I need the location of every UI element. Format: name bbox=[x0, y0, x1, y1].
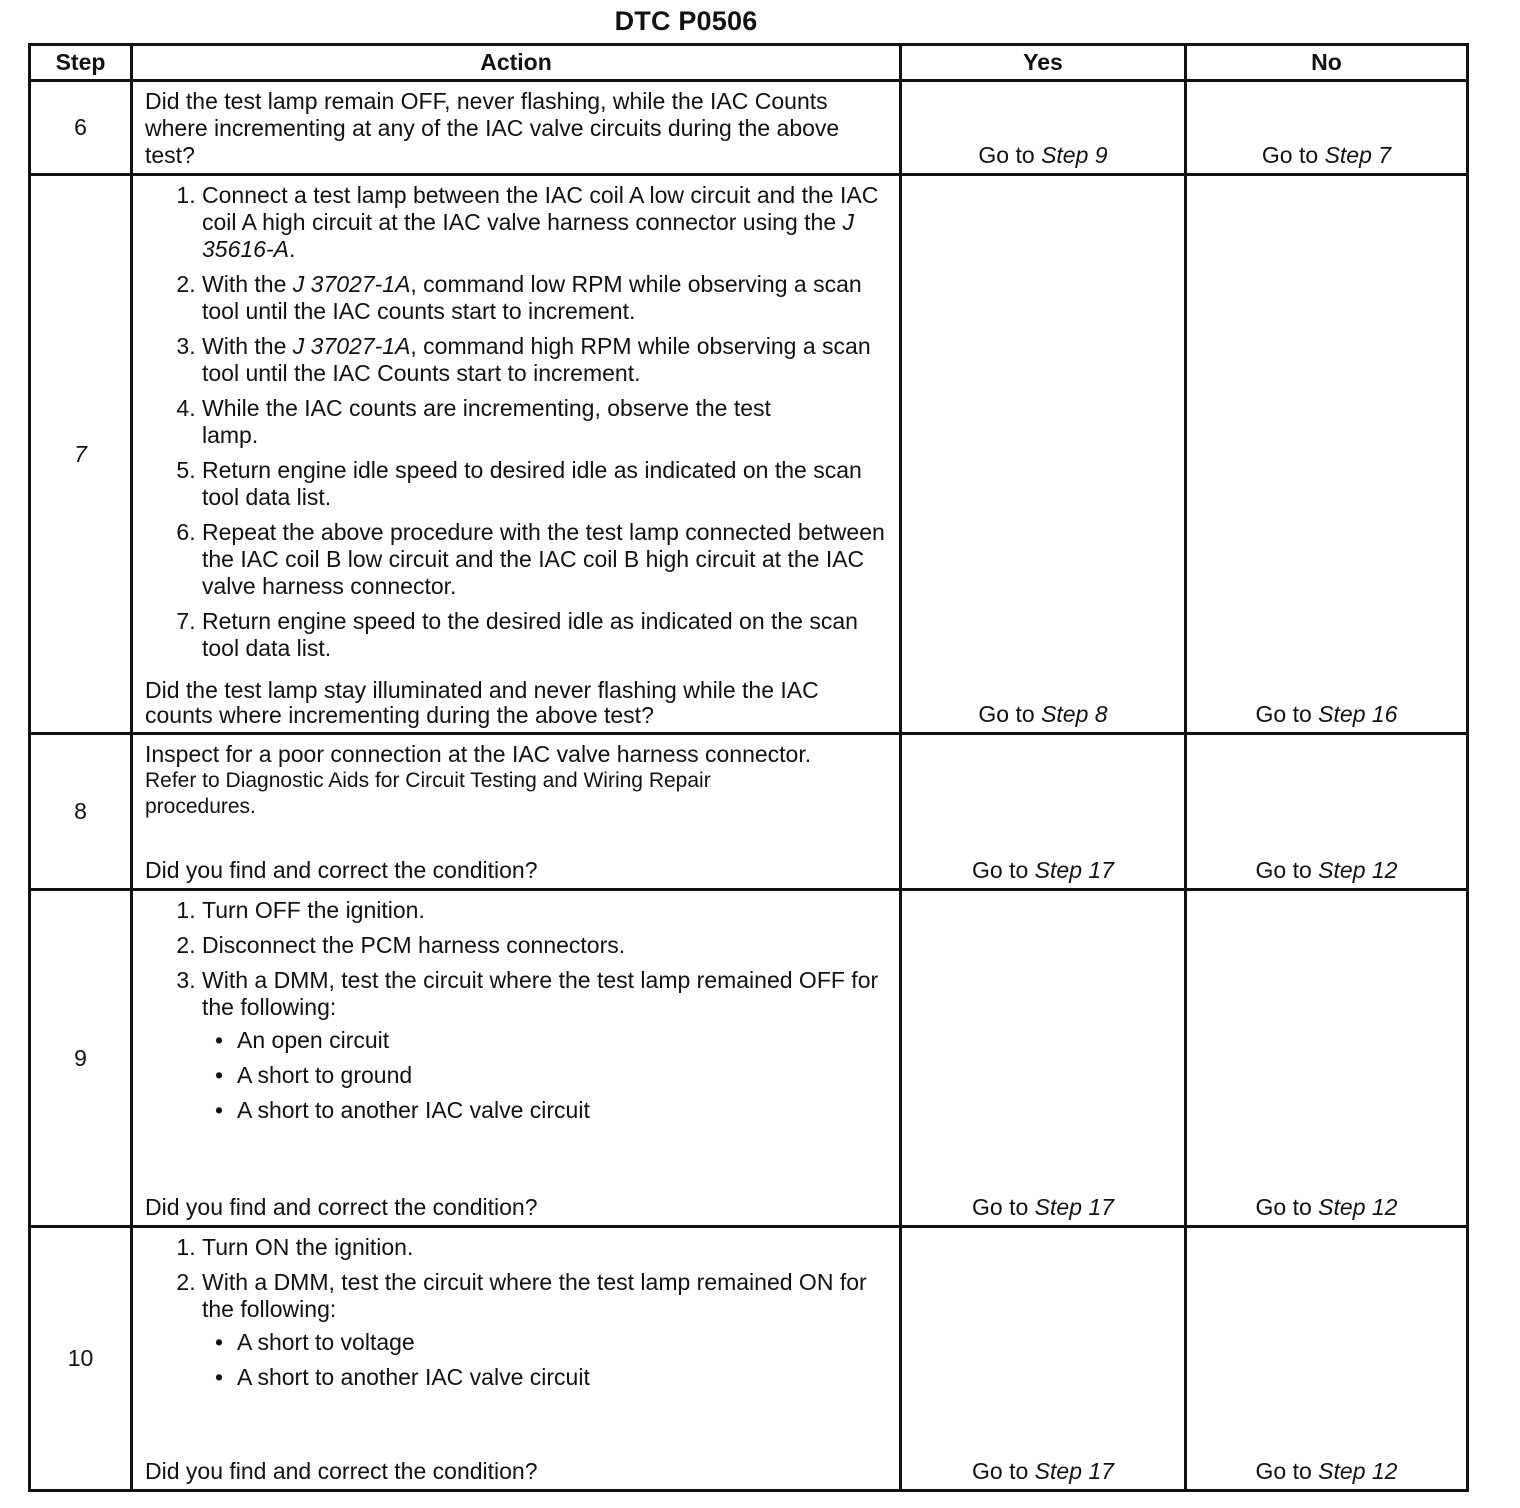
question-text: Did the test lamp stay illuminated and never flashing while the IAC counts where incrementing during the above test? bbox=[145, 677, 819, 728]
no-step-link[interactable]: Step 12 bbox=[1318, 857, 1398, 883]
question-text: Did you find and correct the condition? bbox=[145, 1194, 538, 1220]
table-row bbox=[30, 81, 1468, 175]
yes-cell bbox=[901, 175, 1186, 734]
question-text: Did you find and correct the condition? bbox=[145, 1458, 538, 1484]
page-title: DTC P0506 bbox=[614, 6, 758, 36]
header-row bbox=[30, 45, 1468, 81]
list-item: 2. With a DMM, test the circuit where the test lamp remained ON for the following: • A short to voltage • A short to another IAC valve circuit bbox=[202, 1269, 887, 1391]
bullet-list bbox=[202, 1027, 887, 1124]
no-cell bbox=[1186, 175, 1468, 734]
header-step: Step bbox=[30, 45, 132, 81]
no-step-link[interactable]: Step 16 bbox=[1318, 701, 1398, 727]
action-cell bbox=[132, 175, 901, 734]
list-item: 4. While the IAC counts are incrementing, observe the test lamp. bbox=[202, 395, 887, 449]
yes-prefix: Go to bbox=[978, 701, 1035, 727]
table-row bbox=[30, 890, 1468, 1227]
table-row bbox=[30, 1227, 1468, 1491]
step-number bbox=[30, 175, 132, 734]
list-item: 1. Connect a test lamp between the IAC coil A low circuit and the IAC coil A high circuit at the IAC valve harness connector using the J 35616-A. bbox=[202, 182, 887, 263]
yes-step-link[interactable]: Step 17 bbox=[1034, 857, 1114, 883]
list-item: 2. With the J 37027-1A, command low RPM while observing a scan tool until the IAC counts start to increment. bbox=[202, 271, 887, 325]
list-item: 3. With a DMM, test the circuit where the test lamp remained OFF for the following: • An open circuit • A short to ground • A short to another IAC valve circuit bbox=[202, 967, 887, 1124]
list-item: 1. Turn ON the ignition. bbox=[202, 1234, 887, 1261]
instruction-text: Inspect for a poor connection at the IAC valve harness connector. bbox=[145, 741, 812, 767]
bullet-list bbox=[202, 1329, 887, 1391]
step-number-text: 7 bbox=[74, 440, 87, 467]
bullet-item: • An open circuit bbox=[237, 1027, 887, 1054]
bullet-item: • A short to ground bbox=[237, 1062, 887, 1089]
yes-prefix: Go to bbox=[972, 1458, 1029, 1484]
action-cell bbox=[132, 890, 901, 1227]
no-prefix: Go to bbox=[1255, 701, 1312, 727]
yes-prefix: Go to bbox=[972, 857, 1029, 883]
step-number: 10 bbox=[30, 1227, 132, 1491]
header-action: Action bbox=[132, 45, 901, 81]
table-row bbox=[30, 175, 1468, 734]
no-prefix: Go to bbox=[1255, 857, 1312, 883]
no-cell bbox=[1186, 1227, 1468, 1491]
action-cell bbox=[132, 81, 901, 175]
question-text: Did you find and correct the condition? bbox=[145, 857, 538, 883]
bullet-item: • A short to another IAC valve circuit bbox=[237, 1097, 887, 1124]
list-item: 6. Repeat the above procedure with the test lamp connected between the IAC coil B low circuit and the IAC coil B high circuit at the IAC valve harness connector. bbox=[202, 519, 887, 600]
header-no: No bbox=[1186, 45, 1468, 81]
yes-cell bbox=[901, 1227, 1186, 1491]
no-step-link[interactable]: Step 7 bbox=[1324, 142, 1392, 168]
no-cell bbox=[1186, 734, 1468, 890]
list-item: 7. Return engine speed to the desired idle as indicated on the scan tool data list. bbox=[202, 608, 887, 662]
yes-step-link[interactable]: Step 17 bbox=[1034, 1194, 1114, 1220]
yes-cell bbox=[901, 890, 1186, 1227]
list-item: 5. Return engine idle speed to desired idle as indicated on the scan tool data list. bbox=[202, 457, 887, 511]
yes-step-link[interactable]: Step 8 bbox=[1041, 701, 1108, 727]
step-number: 6 bbox=[30, 81, 132, 175]
yes-cell bbox=[901, 81, 1186, 175]
reference-text: Refer to Diagnostic Aids for Circuit Testing and Wiring Repair procedures. bbox=[145, 769, 711, 818]
table-row bbox=[30, 734, 1468, 890]
yes-prefix: Go to bbox=[972, 1194, 1029, 1220]
step-number: 9 bbox=[30, 890, 132, 1227]
yes-step-link[interactable]: Step 17 bbox=[1034, 1458, 1114, 1484]
diagnostic-table bbox=[28, 43, 1469, 1492]
bullet-item: • A short to voltage bbox=[237, 1329, 887, 1356]
tool-reference: J 35616-A bbox=[202, 209, 855, 262]
action-cell bbox=[132, 1227, 901, 1491]
step-number: 8 bbox=[30, 734, 132, 890]
no-cell bbox=[1186, 890, 1468, 1227]
no-step-link[interactable]: Step 12 bbox=[1318, 1194, 1398, 1220]
action-cell bbox=[132, 734, 901, 890]
tool-reference: J 37027-1A bbox=[292, 333, 411, 359]
yes-cell bbox=[901, 734, 1186, 890]
list-item: 3. With the J 37027-1A, command high RPM while observing a scan tool until the IAC Counts start to increment. bbox=[202, 333, 887, 387]
procedure-list bbox=[145, 1234, 887, 1391]
no-step-link[interactable]: Step 12 bbox=[1318, 1458, 1398, 1484]
no-prefix: Go to bbox=[1255, 1194, 1312, 1220]
header-yes: Yes bbox=[901, 45, 1186, 81]
yes-step-link[interactable]: Step 9 bbox=[1041, 142, 1108, 168]
no-prefix: Go to bbox=[1255, 1458, 1312, 1484]
question-text: Did the test lamp remain OFF, never flashing, while the IAC Counts where incrementing at any of the IAC valve circuits during the above test? bbox=[145, 88, 840, 168]
no-cell bbox=[1186, 81, 1468, 175]
yes-prefix: Go to bbox=[978, 142, 1035, 168]
no-prefix: Go to bbox=[1261, 142, 1319, 168]
tool-reference: J 37027-1A bbox=[292, 271, 411, 297]
list-item: 2. Disconnect the PCM harness connectors. bbox=[202, 932, 887, 959]
procedure-list bbox=[145, 897, 887, 1124]
bullet-item: • A short to another IAC valve circuit bbox=[237, 1364, 887, 1391]
list-item: 1. Turn OFF the ignition. bbox=[202, 897, 887, 924]
procedure-list bbox=[145, 182, 887, 662]
